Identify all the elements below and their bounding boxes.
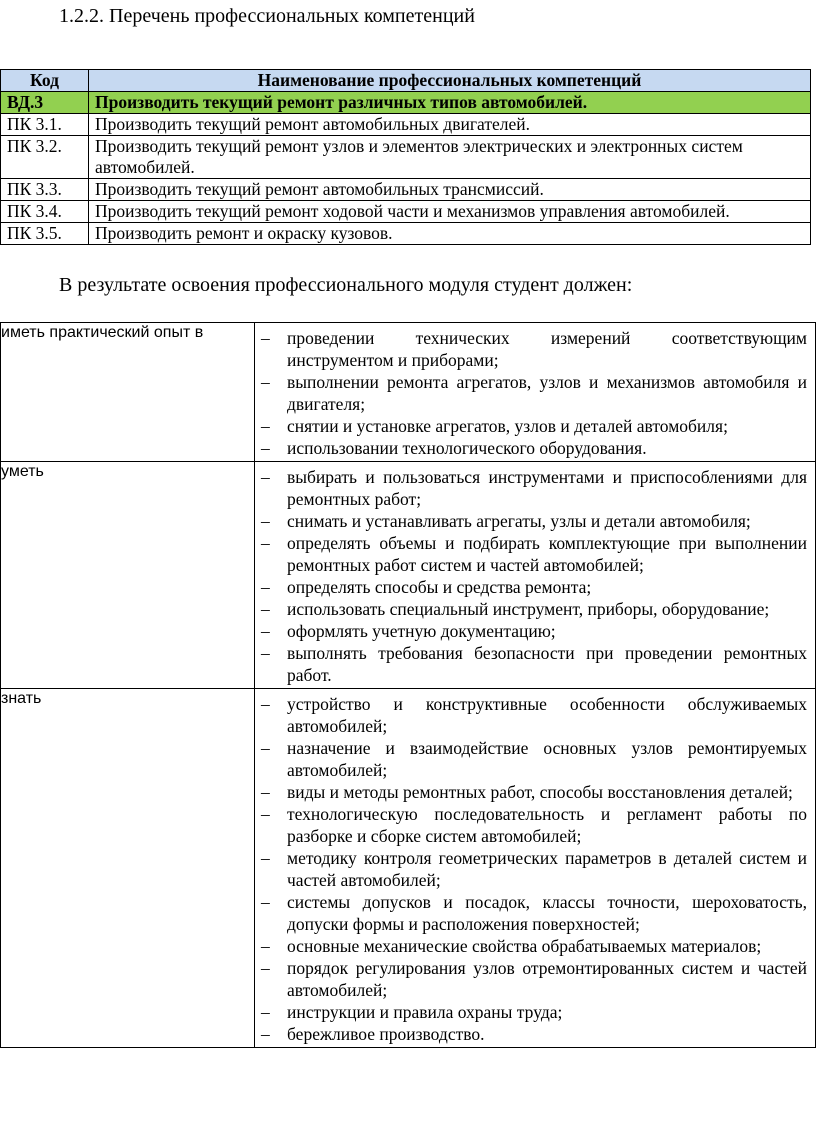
results-row — [1, 462, 816, 689]
list-item — [261, 437, 807, 459]
results-category: иметь практический опыт в — [1, 323, 255, 462]
list-item — [261, 466, 807, 510]
row-code: ВД.3 — [1, 92, 89, 114]
list-item — [261, 510, 807, 532]
list-item — [261, 642, 807, 686]
results-list — [255, 462, 815, 688]
list-item — [261, 891, 807, 935]
list-item — [261, 803, 807, 847]
list-item-text: использовать специальный инструмент, приборы, оборудование; — [287, 599, 770, 619]
list-item — [261, 415, 807, 437]
dash-bullet: – — [261, 1002, 270, 1022]
list-item — [261, 737, 807, 781]
list-item-text: методику контроля геометрических параметров в деталей систем и частей автомобилей; — [287, 848, 807, 890]
table-row-vd — [1, 92, 811, 114]
dash-bullet: – — [261, 892, 270, 912]
table-row — [1, 136, 811, 179]
results-category: знать — [1, 689, 255, 1048]
results-subheading: В результате освоения профессионального модуля студент должен: — [59, 274, 633, 296]
dash-bullet: – — [261, 533, 270, 553]
list-item — [261, 935, 807, 957]
row-code: ПК 3.4. — [1, 201, 89, 223]
dash-bullet: – — [261, 328, 270, 348]
results-list — [255, 689, 815, 1047]
list-item — [261, 620, 807, 642]
row-name: Производить текущий ремонт узлов и элементов электрических и электронных систем автомобилей. — [89, 136, 811, 179]
list-item-text: устройство и конструктивные особенности обслуживаемых автомобилей; — [287, 694, 807, 736]
dash-bullet: – — [261, 936, 270, 956]
table-row — [1, 201, 811, 223]
list-item-text: назначение и взаимодействие основных узлов ремонтируемых автомобилей; — [287, 738, 807, 780]
list-item — [261, 1001, 807, 1023]
row-name: Производить текущий ремонт автомобильных двигателей. — [89, 114, 811, 136]
list-item-text: оформлять учетную документацию; — [287, 621, 556, 641]
dash-bullet: – — [261, 621, 270, 641]
competency-table — [0, 69, 811, 245]
list-item-text: выбирать и пользоваться инструментами и приспособлениями для ремонтных работ; — [287, 467, 807, 509]
row-name: Производить текущий ремонт автомобильных трансмиссий. — [89, 179, 811, 201]
list-item — [261, 327, 807, 371]
results-items-cell — [255, 323, 816, 462]
row-name: Производить текущий ремонт различных типов автомобилей. — [89, 92, 811, 114]
list-item-text: основные механические свойства обрабатываемых материалов; — [287, 936, 762, 956]
row-code: ПК 3.1. — [1, 114, 89, 136]
dash-bullet: – — [261, 738, 270, 758]
table-row — [1, 179, 811, 201]
list-item-text: виды и методы ремонтных работ, способы восстановления деталей; — [287, 782, 793, 802]
list-item-text: инструкции и правила охраны труда; — [287, 1002, 563, 1022]
list-item-text: снятии и установке агрегатов, узлов и деталей автомобиля; — [287, 416, 728, 436]
table-header-row — [1, 70, 811, 92]
results-row — [1, 323, 816, 462]
dash-bullet: – — [261, 467, 270, 487]
list-item-text: технологическую последовательность и регламент работы по разборке и сборке систем автомобилей; — [287, 804, 807, 846]
list-item-text: определять способы и средства ремонта; — [287, 577, 592, 597]
row-name: Производить текущий ремонт ходовой части и механизмов управления автомобилей. — [89, 201, 811, 223]
dash-bullet: – — [261, 372, 270, 392]
header-name: Наименование профессиональных компетенций — [89, 70, 811, 92]
dash-bullet: – — [261, 804, 270, 824]
list-item — [261, 847, 807, 891]
results-items-cell — [255, 462, 816, 689]
dash-bullet: – — [261, 782, 270, 802]
list-item-text: определять объемы и подбирать комплектующие при выполнении ремонтных работ систем и частей автомобилей; — [287, 533, 807, 575]
list-item-text: проведении технических измерений соответствующим инструментом и приборами; — [287, 328, 807, 370]
row-code: ПК 3.2. — [1, 136, 89, 179]
dash-bullet: – — [261, 1024, 270, 1044]
list-item-text: системы допусков и посадок, классы точности, шероховатость, допуски формы и расположения поверхностей; — [287, 892, 807, 934]
list-item — [261, 781, 807, 803]
list-item — [261, 957, 807, 1001]
learning-results-table — [0, 322, 816, 1048]
dash-bullet: – — [261, 694, 270, 714]
dash-bullet: – — [261, 438, 270, 458]
list-item — [261, 576, 807, 598]
dash-bullet: – — [261, 416, 270, 436]
list-item-text: бережливое производство. — [287, 1024, 485, 1044]
results-list — [255, 323, 815, 461]
list-item — [261, 532, 807, 576]
dash-bullet: – — [261, 577, 270, 597]
dash-bullet: – — [261, 848, 270, 868]
results-row — [1, 689, 816, 1048]
results-items-cell — [255, 689, 816, 1048]
row-name: Производить ремонт и окраску кузовов. — [89, 223, 811, 245]
results-category: уметь — [1, 462, 255, 689]
dash-bullet: – — [261, 643, 270, 663]
list-item-text: выполнении ремонта агрегатов, узлов и механизмов автомобиля и двигателя; — [287, 372, 807, 414]
list-item-text: выполнять требования безопасности при проведении ремонтных работ. — [287, 643, 807, 685]
section-heading: 1.2.2. Перечень профессиональных компетенций — [59, 5, 475, 27]
dash-bullet: – — [261, 958, 270, 978]
table-row — [1, 223, 811, 245]
header-code: Код — [1, 70, 89, 92]
row-code: ПК 3.3. — [1, 179, 89, 201]
list-item-text: использовании технологического оборудования. — [287, 438, 647, 458]
list-item — [261, 693, 807, 737]
list-item — [261, 598, 807, 620]
list-item-text: порядок регулирования узлов отремонтированных систем и частей автомобилей; — [287, 958, 807, 1000]
list-item — [261, 371, 807, 415]
dash-bullet: – — [261, 511, 270, 531]
dash-bullet: – — [261, 599, 270, 619]
list-item — [261, 1023, 807, 1045]
table-row — [1, 114, 811, 136]
list-item-text: снимать и устанавливать агрегаты, узлы и детали автомобиля; — [287, 511, 751, 531]
row-code: ПК 3.5. — [1, 223, 89, 245]
